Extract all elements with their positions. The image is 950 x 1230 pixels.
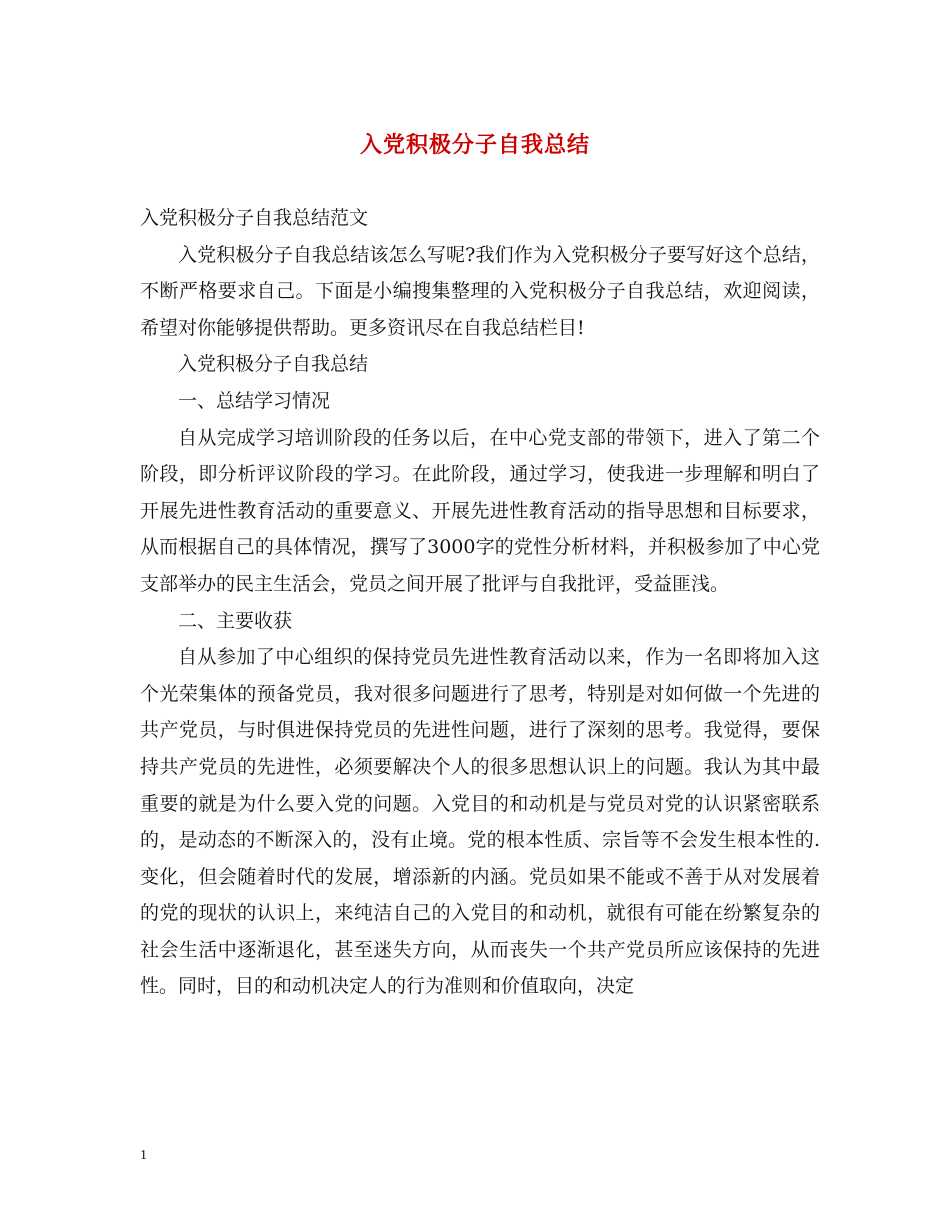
subtitle-paragraph: 入党积极分子自我总结范文 [140,207,369,229]
body-paragraph: 自从完成学习培训阶段的任务以后，在中心党支部的带领下，进入了第二个阶段，即分析评议阶段的学习。在此阶段，通过学习，使我进一步理解和明白了开展先进性教育活动的重要意义、开展先进性教育活动的指导思想和目标要求，从而根据自己的具体情况，撰写了3000字的党性分析材料，并积极参加了中心党支部举办的民主生活会，党员之间开展了批评与自我批评，受益匪浅。 [140,426,820,595]
section-heading-study: 一、总结学习情况 [178,389,331,412]
page-number: 1 [140,1148,147,1163]
document-body [140,200,820,1005]
section-heading: 入党积极分子自我总结 [178,353,369,376]
section-heading-gains: 二、主要收获 [178,609,293,632]
document-title: 入党积极分子自我总结 [359,132,590,158]
intro-paragraph: 入党积极分子自我总结该怎么写呢?我们作为入党积极分子要写好这个总结，不断严格要求自己。下面是小编搜集整理的入党积极分子自我总结，欢迎阅读，希望对你能够提供帮助。更多资讯尽在自我总结栏目! [140,243,820,339]
body-paragraph: 自从参加了中心组织的保持党员先进性教育活动以来，作为一名即将加入这个光荣集体的预备党员，我对很多问题进行了思考，特别是对如何做一个先进的共产党员，与时俱进保持党员的先进性问题，进行了深刻的思考。我觉得，要保持共产党员的先进性，必须要解决个人的很多思想认识上的问题。我认为其中最重要的就是为什么要入党的问题。入党目的和动机是与党员对党的认识紧密联系的，是动态的不断深入的，没有止境。党的根本性质、宗旨等不会发生根本性的.变化，但会随着时代的发展，增添新的内涵。党员如果不能或不善于从对发展着的党的现状的认识上，来纯洁自己的入党目的和动机，就很有可能在纷繁复杂的社会生活中逐渐退化，甚至迷失方向，从而丧失一个共产党员所应该保持的先进性。同时，目的和动机决定人的行为准则和价值取向，决定 [140,646,820,998]
